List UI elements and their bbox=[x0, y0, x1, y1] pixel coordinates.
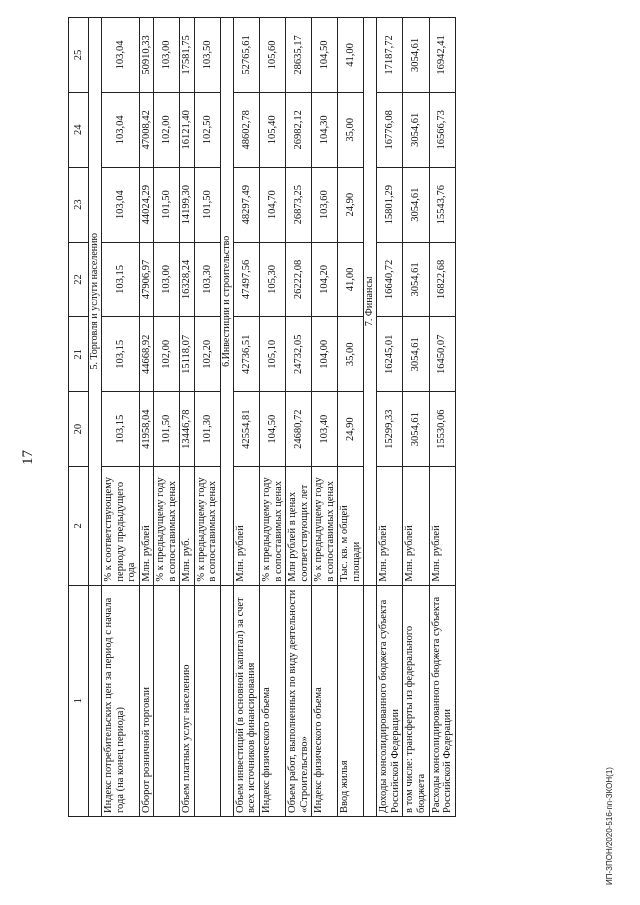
value-cell: 24732,05 bbox=[286, 317, 312, 392]
value-cell: 3054,61 bbox=[403, 92, 429, 167]
value-cell: 105,60 bbox=[260, 18, 286, 93]
table-row bbox=[403, 18, 429, 817]
value-cell: 16566,73 bbox=[429, 92, 455, 167]
indicator-name: в том числе: трансферты из федерального бюджета bbox=[403, 585, 429, 816]
header-cell: 1 bbox=[69, 585, 89, 816]
table-row bbox=[338, 18, 364, 817]
value-cell: 15543,76 bbox=[429, 167, 455, 242]
section-row bbox=[220, 18, 233, 817]
value-cell: 15801,29 bbox=[377, 167, 403, 242]
table-row bbox=[377, 18, 403, 817]
value-cell: 3054,61 bbox=[403, 392, 429, 467]
indicator-name: Оборот розничной торговли bbox=[139, 585, 154, 816]
value-cell: 101,50 bbox=[154, 167, 180, 242]
value-cell: 17581,75 bbox=[180, 18, 195, 93]
indicators-table bbox=[68, 17, 456, 817]
indicator-name bbox=[154, 585, 180, 816]
value-cell: 16450,07 bbox=[429, 317, 455, 392]
value-cell: 103,15 bbox=[102, 242, 140, 317]
unit-cell: % к соответствующему периоду предыдущего года bbox=[102, 467, 140, 585]
value-cell: 103,60 bbox=[312, 167, 338, 242]
value-cell: 104,50 bbox=[260, 392, 286, 467]
unit-cell: Тыс. кв. м общей площади bbox=[338, 467, 364, 585]
value-cell: 102,50 bbox=[194, 92, 220, 167]
value-cell: 14199,30 bbox=[180, 167, 195, 242]
value-cell: 104,30 bbox=[312, 92, 338, 167]
section-blank-cell bbox=[220, 585, 233, 816]
value-cell: 26873,25 bbox=[286, 167, 312, 242]
value-cell: 44024,29 bbox=[139, 167, 154, 242]
value-cell: 3054,61 bbox=[403, 167, 429, 242]
value-cell: 102,20 bbox=[194, 317, 220, 392]
table-row bbox=[429, 18, 455, 817]
unit-cell: % к предыдущему году в сопоставимых ценах bbox=[194, 467, 220, 585]
value-cell: 13446,78 bbox=[180, 392, 195, 467]
section-row bbox=[89, 18, 102, 817]
page-number: 17 bbox=[20, 450, 36, 465]
value-cell: 16245,01 bbox=[377, 317, 403, 392]
header-cell: 24 bbox=[69, 92, 89, 167]
table-row bbox=[233, 18, 259, 817]
section-title: 5. Торговля и услуги населению bbox=[89, 18, 102, 586]
unit-cell: Млн. рублей bbox=[403, 467, 429, 585]
unit-cell: Млн. руб. bbox=[180, 467, 195, 585]
unit-cell: Млн рублей в ценах соответствующих лет bbox=[286, 467, 312, 585]
indicator-name: Ввод жилья bbox=[338, 585, 364, 816]
value-cell: 3054,61 bbox=[403, 242, 429, 317]
value-cell: 52765,61 bbox=[233, 18, 259, 93]
value-cell: 16640,72 bbox=[377, 242, 403, 317]
indicator-name: Индекс физического объема bbox=[312, 585, 338, 816]
document-code: ИП-ЗПОН/2020-516-пп-ЗКОН(1) bbox=[605, 767, 614, 885]
value-cell: 101,50 bbox=[154, 392, 180, 467]
value-cell: 103,15 bbox=[102, 317, 140, 392]
value-cell: 48297,49 bbox=[233, 167, 259, 242]
table-row bbox=[286, 18, 312, 817]
indicator-name: Расходы консолидированного бюджета субъекта Российской Федерации bbox=[429, 585, 455, 816]
section-title: 7. Финансы bbox=[364, 18, 377, 586]
value-cell: 102,00 bbox=[154, 92, 180, 167]
value-cell: 105,30 bbox=[260, 242, 286, 317]
value-cell: 48602,78 bbox=[233, 92, 259, 167]
value-cell: 24,90 bbox=[338, 167, 364, 242]
section-blank-cell bbox=[364, 585, 377, 816]
value-cell: 15118,07 bbox=[180, 317, 195, 392]
value-cell: 105,10 bbox=[260, 317, 286, 392]
value-cell: 103,04 bbox=[102, 92, 140, 167]
value-cell: 103,15 bbox=[102, 392, 140, 467]
header-cell: 22 bbox=[69, 242, 89, 317]
value-cell: 28635,17 bbox=[286, 18, 312, 93]
value-cell: 103,50 bbox=[194, 18, 220, 93]
value-cell: 16942,41 bbox=[429, 18, 455, 93]
value-cell: 24680,72 bbox=[286, 392, 312, 467]
value-cell: 16776,08 bbox=[377, 92, 403, 167]
value-cell: 104,50 bbox=[312, 18, 338, 93]
value-cell: 26222,08 bbox=[286, 242, 312, 317]
unit-cell: % к предыдущему году в сопоставимых ценах bbox=[154, 467, 180, 585]
table-row bbox=[154, 18, 180, 817]
table-row bbox=[102, 18, 140, 817]
value-cell: 3054,61 bbox=[403, 18, 429, 93]
section-row bbox=[364, 18, 377, 817]
unit-cell: Млн. рублей bbox=[139, 467, 154, 585]
value-cell: 103,30 bbox=[194, 242, 220, 317]
value-cell: 101,50 bbox=[194, 167, 220, 242]
indicator-name bbox=[194, 585, 220, 816]
value-cell: 103,04 bbox=[102, 167, 140, 242]
value-cell: 104,70 bbox=[260, 167, 286, 242]
value-cell: 47906,97 bbox=[139, 242, 154, 317]
value-cell: 16121,40 bbox=[180, 92, 195, 167]
value-cell: 41,00 bbox=[338, 18, 364, 93]
value-cell: 42736,51 bbox=[233, 317, 259, 392]
value-cell: 16822,68 bbox=[429, 242, 455, 317]
value-cell: 44668,92 bbox=[139, 317, 154, 392]
value-cell: 103,04 bbox=[102, 18, 140, 93]
value-cell: 102,00 bbox=[154, 317, 180, 392]
indicator-name: Индекс потребительских цен за период с начала года (на конец периода) bbox=[102, 585, 140, 816]
unit-cell: % к предыдущему году в сопоставимых ценах bbox=[260, 467, 286, 585]
value-cell: 35,00 bbox=[338, 92, 364, 167]
header-cell: 25 bbox=[69, 18, 89, 93]
value-cell: 47497,56 bbox=[233, 242, 259, 317]
value-cell: 47008,42 bbox=[139, 92, 154, 167]
unit-cell: Млн. рублей bbox=[429, 467, 455, 585]
value-cell: 104,00 bbox=[312, 317, 338, 392]
value-cell: 103,00 bbox=[154, 18, 180, 93]
value-cell: 15299,33 bbox=[377, 392, 403, 467]
header-cell: 21 bbox=[69, 317, 89, 392]
value-cell: 101,30 bbox=[194, 392, 220, 467]
header-row bbox=[69, 18, 89, 817]
value-cell: 42554,81 bbox=[233, 392, 259, 467]
header-cell: 20 bbox=[69, 392, 89, 467]
table-row bbox=[194, 18, 220, 817]
value-cell: 41958,04 bbox=[139, 392, 154, 467]
value-cell: 103,40 bbox=[312, 392, 338, 467]
indicator-name: Объем платных услуг населению bbox=[180, 585, 195, 816]
value-cell: 105,40 bbox=[260, 92, 286, 167]
value-cell: 17187,72 bbox=[377, 18, 403, 93]
indicator-name: Индекс физического объема bbox=[260, 585, 286, 816]
table-row bbox=[180, 18, 195, 817]
value-cell: 16328,24 bbox=[180, 242, 195, 317]
indicator-name: Доходы консолидированного бюджета субъекта Российской Федерации bbox=[377, 585, 403, 816]
table-row bbox=[312, 18, 338, 817]
indicator-name: Объем инвестиций (в основной капитал) за счет всех источников финансирования bbox=[233, 585, 259, 816]
table-row bbox=[260, 18, 286, 817]
value-cell: 103,00 bbox=[154, 242, 180, 317]
value-cell: 26982,12 bbox=[286, 92, 312, 167]
value-cell: 15530,06 bbox=[429, 392, 455, 467]
value-cell: 3054,61 bbox=[403, 317, 429, 392]
header-cell: 23 bbox=[69, 167, 89, 242]
table-row bbox=[139, 18, 154, 817]
indicator-name: Объем работ, выполненных по виду деятельности «Строительство» bbox=[286, 585, 312, 816]
value-cell: 35,00 bbox=[338, 317, 364, 392]
value-cell: 41,00 bbox=[338, 242, 364, 317]
value-cell: 104,20 bbox=[312, 242, 338, 317]
section-title: 6.Инвестиции и строительство bbox=[220, 18, 233, 586]
value-cell: 50910,33 bbox=[139, 18, 154, 93]
section-blank-cell bbox=[89, 585, 102, 816]
unit-cell: Млн. рублей bbox=[233, 467, 259, 585]
unit-cell: % к предыдущему году в сопоставимых ценах bbox=[312, 467, 338, 585]
value-cell: 24,90 bbox=[338, 392, 364, 467]
table-body bbox=[69, 18, 456, 817]
unit-cell: Млн. рублей bbox=[377, 467, 403, 585]
header-cell: 2 bbox=[69, 467, 89, 585]
